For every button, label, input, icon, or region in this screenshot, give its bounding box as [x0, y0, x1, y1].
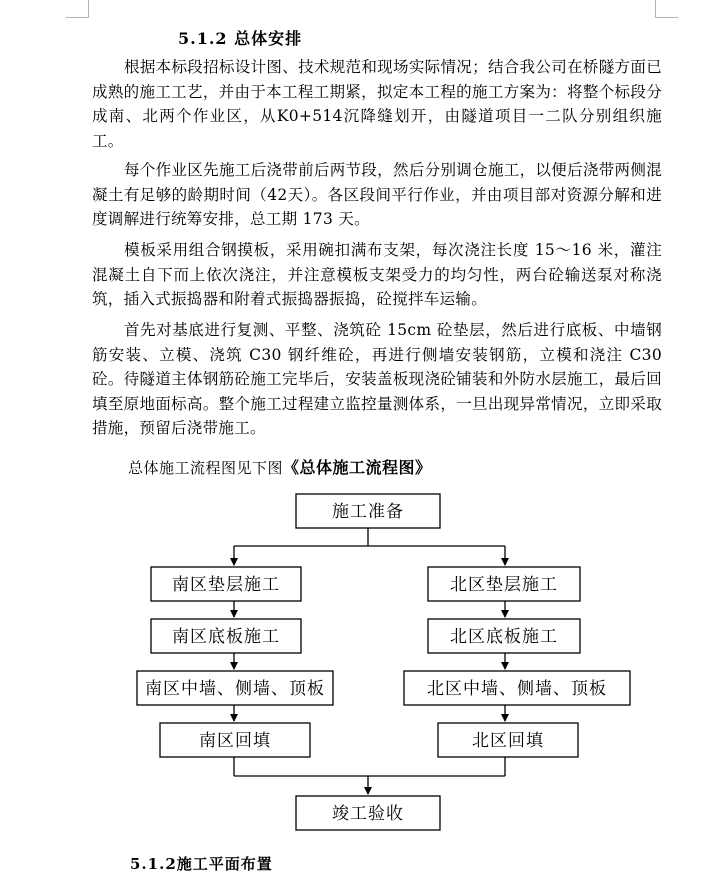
box-final-label: 竣工验收 — [332, 804, 404, 824]
box-prep-label: 施工准备 — [332, 502, 404, 522]
box-north-1-label: 北区垫层施工 — [450, 575, 558, 595]
paragraph-4: 首先对基底进行复测、平整、浇筑砼 15cm 砼垫层，然后进行底板、中墙钢筋安装、立模、浇筑 C30 钢纤维砼，再进行侧墙安装钢筋，立模和浇注 C30 砼。待隧道主体钢筋砼施工完毕后，安装盖板现浇砼铺装和外防水层施工，最后回填至原地面标高。整个施工过程建立监控量测体系，一旦出现异常情况，立即采取措施，预留后浇带施工。 — [92, 321, 662, 437]
paragraph-2: 每个作业区先施工后浇带前后两节段，然后分别调仓施工，以便后浇带两侧混凝土有足够的龄期时间（42天）。各区段间平行作业，并由项目部对资源分解和进度调解进行统筹安排，总工期 173 天。 — [92, 161, 662, 228]
box-south-4-label: 南区回填 — [199, 731, 271, 751]
box-north-4-label: 北区回填 — [472, 731, 544, 751]
paragraph-3: 模板采用组合钢摸板，采用碗扣满布支架，每次浇注长度 15～16 米，灌注混凝土自下而上依次浇注，并注意模板支架受力的均匀性，两台砼输送泵对称浇筑，插入式振捣器和附着式振捣器振捣，砼搅拌车运输。 — [92, 241, 662, 308]
next-section-heading: 5.1.2施工平面布置 — [130, 855, 273, 873]
section-heading: 5.1.2 总体安排 — [178, 29, 303, 48]
box-south-1-label: 南区垫层施工 — [172, 575, 280, 595]
box-south-3-label: 南区中墙、侧墙、顶板 — [145, 679, 325, 699]
caption-prefix: 总体施工流程图见下图 — [128, 459, 284, 477]
box-north-3-label: 北区中墙、侧墙、顶板 — [427, 679, 607, 699]
box-north-2-label: 北区底板施工 — [450, 627, 558, 647]
paragraph-1: 根据本标段招标设计图、技术规范和现场实际情况；结合我公司在桥隧方面已成熟的施工工艺，并由于本工程工期紧，拟定本工程的施工方案为：将整个标段分成南、北两个作业区，从K0+514沉降缝划开，由隧道项目一二队分别组织施工。 — [92, 58, 662, 150]
box-south-2-label: 南区底板施工 — [172, 627, 280, 647]
caption-title: 《总体施工流程图》 — [283, 458, 432, 477]
